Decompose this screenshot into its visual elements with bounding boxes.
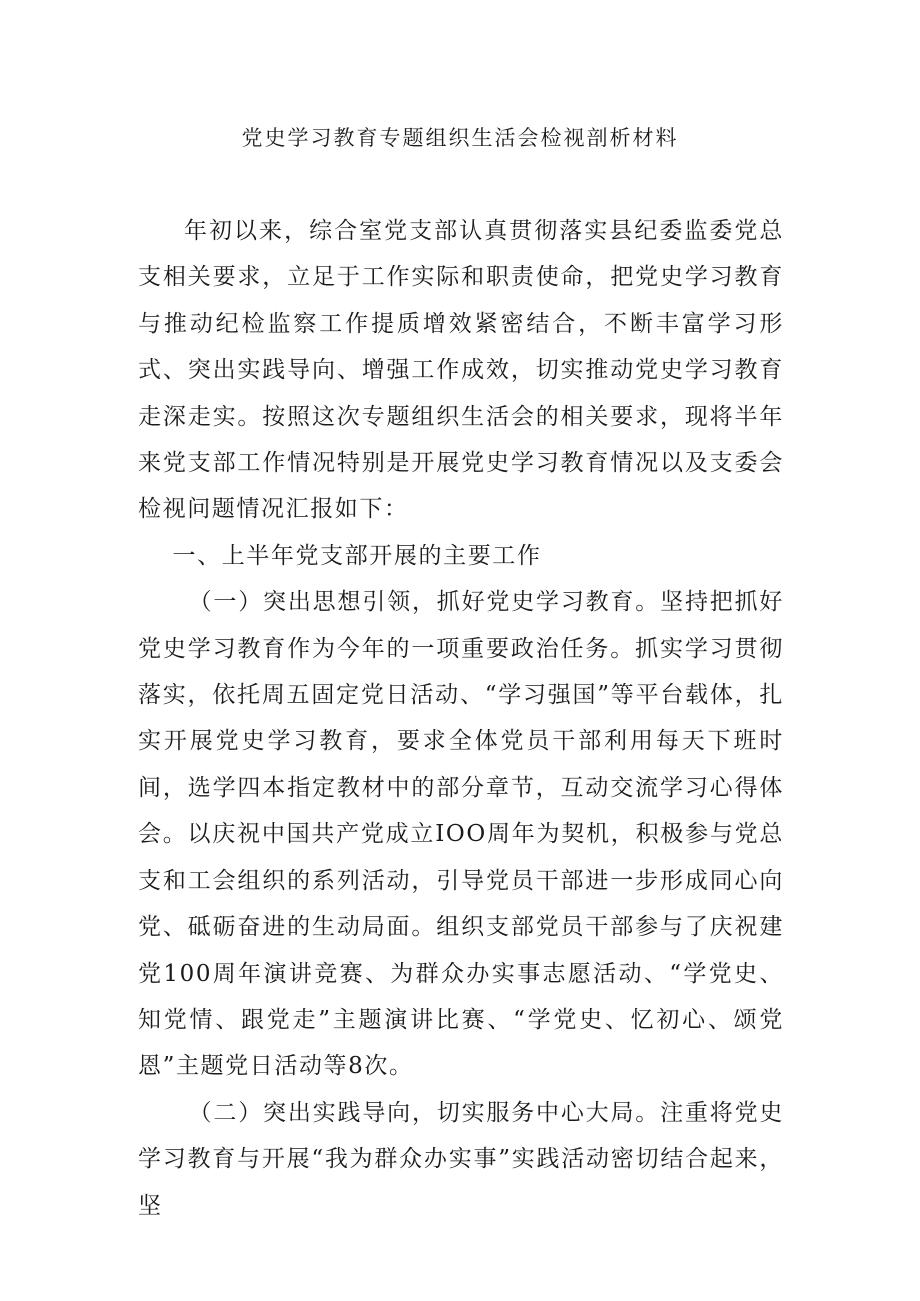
section-heading: 一、上半年党支部开展的主要工作 bbox=[172, 542, 542, 569]
intro-paragraph: 年初以来，综合室党支部认真贯彻落实县纪委监委党总支相关要求，立足于工作实际和职责使命，把党史学习教育与推动纪检监察工作提质增效紧密结合，不断丰富学习形式、突出实践导向、增强工作成效，切实推动党史学习教育走深走实。按照这次专题组织生活会的相关要求，现将半年来党支部工作情况特别是开展党史学习教育情况以及支委会检视问题情况汇报如下： bbox=[138, 218, 784, 523]
document-body bbox=[138, 208, 784, 1229]
item-paragraph-1: （一）突出思想引领，抓好党史学习教育。坚持把抓好党史学习教育作为今年的一项重要政治任务。抓实学习贯彻落实，依托周五固定党日活动、“学习强国”等平台载体，扎实开展党史学习教育，要求全体党员干部利用每天下班时间，选学四本指定教材中的部分章节，互动交流学习心得体会。以庆祝中国共产党成立IOO周年为契机，积极参与党总支和工会组织的系列活动，引导党员干部进一步形成同心向党、砥砺奋进的生动局面。组织支部党员干部参与了庆祝建党100周年演讲竞赛、为群众办实事志愿活动、“学党史、知党情、跟党走”主题演讲比赛、“学党史、忆初心、颂党恩”主题党日活动等8次。 bbox=[138, 589, 784, 1080]
item-paragraph-2: （二）突出实践导向，切实服务中心大局。注重将党史学习教育与开展“我为群众办实事”实践活动密切结合起来，坚 bbox=[138, 1099, 784, 1219]
document-title: 党史学习教育专题组织生活会检视剖析材料 bbox=[241, 126, 679, 150]
